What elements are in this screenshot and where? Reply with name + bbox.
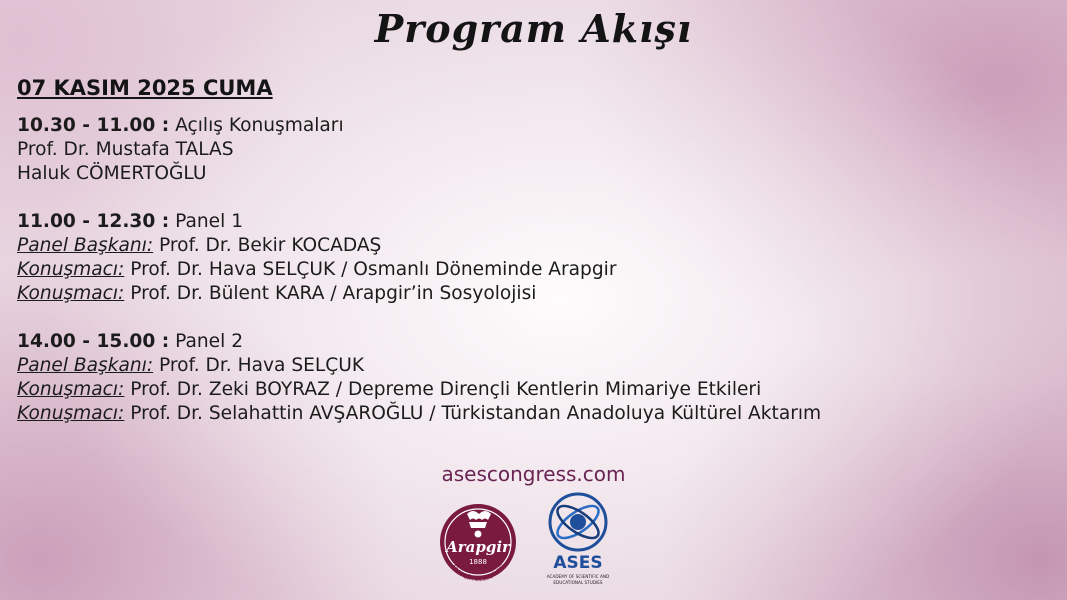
speaker-line: [17, 162, 1057, 186]
logo-ring-text: ARAPGİR BELEDİYESİ: [448, 563, 508, 584]
session-title: Panel 1: [175, 211, 244, 232]
program-schedule: [17, 76, 1057, 450]
role-label: Konuşmacı:: [17, 283, 125, 304]
role-label: Konuşmacı:: [17, 379, 125, 400]
speaker-talk: Prof. Dr. Bülent KARA / Arapgir’in Sosyolojisi: [130, 283, 537, 304]
ases-subtitle-2: EDUCATIONAL STUDIES: [553, 580, 603, 585]
speaker-name: Prof. Dr. Hava SELÇUK: [159, 355, 365, 376]
role-label: Panel Başkanı:: [17, 235, 154, 256]
session-header: [17, 210, 1057, 234]
speaker-name: Haluk CÖMERTOĞLU: [17, 163, 207, 184]
panel-chair-line: [17, 354, 1057, 378]
session-title: Açılış Konuşmaları: [175, 115, 344, 136]
session-header: [17, 330, 1057, 354]
role-label: Konuşmacı:: [17, 259, 125, 280]
session-time: 11.00 - 12.30 :: [17, 211, 170, 232]
speaker-name: Prof. Dr. Mustafa TALAS: [17, 139, 234, 160]
speaker-line: [17, 402, 1057, 426]
day-heading: 07 KASIM 2025 CUMA: [17, 76, 273, 100]
session-time: 14.00 - 15.00 :: [17, 331, 170, 352]
role-label: Panel Başkanı:: [17, 355, 154, 376]
session-panel-2: [17, 330, 1057, 426]
logo-year: 1888: [469, 558, 487, 566]
session-time: 10.30 - 11.00 :: [17, 115, 170, 136]
website-link[interactable]: asescongress.com: [441, 462, 626, 486]
speaker-line: [17, 258, 1057, 282]
ases-core: [570, 514, 586, 530]
ases-name: ASES: [553, 553, 603, 573]
ases-subtitle-1: ACADEMY OF SCIENTIFIC AND: [546, 574, 610, 579]
speaker-talk: Prof. Dr. Hava SELÇUK / Osmanlı Döneminde Arapgir: [130, 259, 617, 280]
logo-name: Arapgir: [446, 538, 510, 556]
session-panel-1: [17, 210, 1057, 306]
speaker-line: [17, 378, 1057, 402]
speaker-line: [17, 138, 1057, 162]
panel-chair-line: [17, 234, 1057, 258]
ases-logo: [540, 490, 616, 594]
page-title: Program Akışı: [374, 6, 693, 51]
speaker-line: [17, 282, 1057, 306]
speaker-talk: Prof. Dr. Selahattin AVŞAROĞLU / Türkistandan Anadoluya Kültürel Aktarım: [130, 403, 822, 424]
speaker-name: Prof. Dr. Bekir KOCADAŞ: [159, 235, 382, 256]
session-header: [17, 114, 1057, 138]
session-title: Panel 2: [175, 331, 244, 352]
speaker-talk: Prof. Dr. Zeki BOYRAZ / Depreme Dirençli Kentlerin Mimariye Etkileri: [130, 379, 762, 400]
arapgir-municipality-logo: [437, 492, 519, 592]
session-opening: [17, 114, 1057, 186]
role-label: Konuşmacı:: [17, 403, 125, 424]
